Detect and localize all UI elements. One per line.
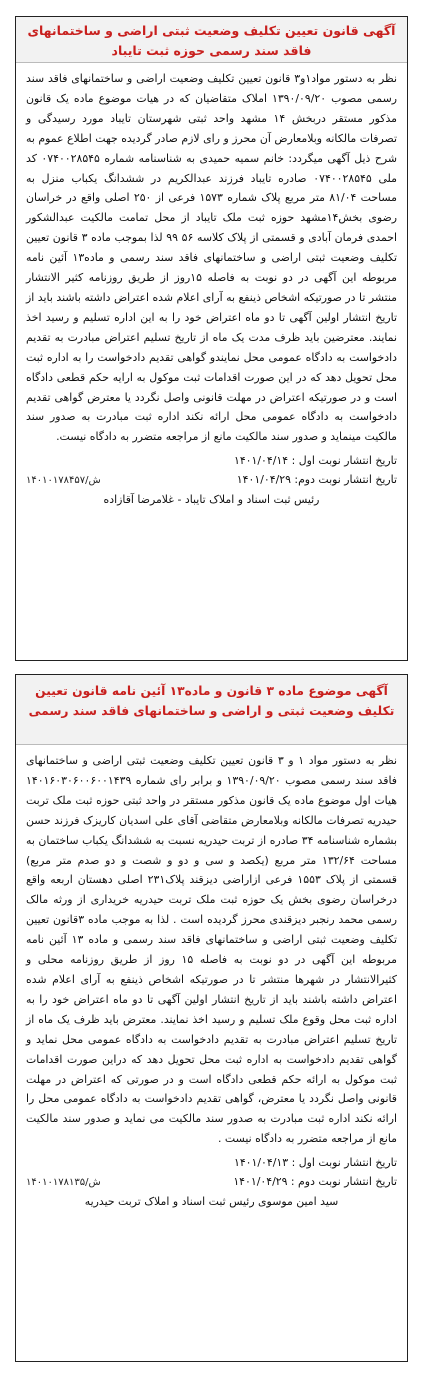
publish-date-second: تاریخ انتشار نوبت دوم: ۱۴۰۱/۰۴/۲۹ xyxy=(236,473,397,487)
notice-footer xyxy=(16,451,407,509)
reference-number: ۱۴۰۱۰۱۷۸۱۳۵/ش xyxy=(26,1177,101,1189)
publish-date-first: تاریخ انتشار نوبت اول : ۱۴۰۱/۰۴/۱۳ xyxy=(233,1156,397,1170)
notice-taybad xyxy=(15,16,408,661)
notice-body: نظر به دستور مواد ۱ و ۳ قانون تعیین تکلیف وضعیت ثبتی اراضی و ساختمانهای فاقد سند رسمی مصوب ۱۳۹۰/۰۹/۲۰ و برابر رای شماره ۱۴۰۱۶۰۳۰۶۰۰۶۰۰۱۴۳۹ هیات اول موضوع ماده یک قانون مذکور مستقر در واحد ثبتی حوزه ثبت ملک تربت حیدریه تصرفات مالکانه وبلامعارض متقاضی آقای علی اسدیان کاریزک فرزند حسن بشماره شناسنامه ۳۴ صادره از تربت حیدریه نسبت به ششدانگ یکباب ساختمان به مساحت ۱۳۲/۶۴ متر مربع (یکصد و سی و دو و شصت و دو صدم متر مربع) قسمتی از پلاک ۱۵۵۳ فرعی ازاراضی دیزقند پلاک۲۳۱ اصلی دهستان اربعه واقع درخراسان رضوی بخش یک حوزه ثبت ملک تربت حیدریه خریداری از ورثه مالک رسمی محمد رنجبر دیزقندی محرز گردیده است . لذا به موجب ماده ۳قانون تعیین تکلیف وضعیت ثبتی اراضی و ساختمانهای فاقد سند رسمی و ماده ۱۳ آئین نامه مربوطه این آگهی در دو نوبت به فاصله ۱۵ روز از طریق روزنامه محلی و کثیرالانتشار در شهرها منتشر تا در صورتیکه اشخاص ذینفع به آرای اعلام شده اعتراض داشته باشند باید از تاریخ انتشار اولین آگهی تا دو ماه اعتراض خود را به اداره ثبت محل وقوع ملک تسلیم و رسید اخذ نمایند. معترض باید ظرف یک ماه از تاریخ تسلیم اعتراض مبادرت به تقدیم دادخواست به دادگاه عمومی محل نماید و گواهی تقدیم دادخواست به اداره ثبت محل تحویل دهد که دراین صورت اقدامات ثبت موکول به ارائه حکم قطعی دادگاه است و در صورتی که اعتراض در مهلت قانونی واصل نگردد یا معترض، گواهی تقدیم دادخواست به دادگاه عمومی محل را ارائه نکند اداره ثبت مبادرت به صدور سند مالکیت می نماید و صدور سند مالکیت مانع از مراجعه متضرر به دادگاه نیست . xyxy=(26,754,398,1146)
notice-body: نظر به دستور مواد۱و۳ قانون تعیین تکلیف وضعیت اراضی و ساختمانهای فاقد سند رسمی مصوب ۱۳۹۰/۰۹/۲۰ املاک متقاضیان که در هیات موضوع ماده یک قانون مذکور مستقر دربخش ۱۴ مشهد واحد ثبتی شهرستان تایباد مورد رسیدگی و تصرفات مالکانه وبلامعارض آن محرز و رای لازم صادر گردیده جهت اطلاع عموم به شرح ذیل آگهی میگردد: خانم سمیه حمیدی به شناسنامه شماره ۰۷۴۰۰۲۸۵۴۵ کد ملی ۰۷۴۰۰۲۸۵۴۵ صادره تایباد فرزند عبدالکریم در ششدانگ یکباب منزل به مساحت ۸۱/۰۴ متر مربع پلاک شماره ۱۵۷۳ فرعی از ۲۵۰ اصلی واقع در خراسان رضوی بخش۱۴مشهد حوزه ثبت ملک تایباد از محل تمامت مالکیت عبدالشکور احمدی فرمان آبادی و قسمتی از پلاک کلاسه ۵۶ ۹۹ لذا بموجب ماده ۳ قانون تعیین تکلیف وضعیت ثبتی اراضی و ساختمانهای فاقد سند رسمی و ماده۱۳ آئین نامه مربوطه این آگهی در دو نوبت به فاصله ۱۵روز از طریق روزنامه کثیر الانتشار منتشر تا در صورتیکه اشخاص ذینفع به آرای اعلام شده اعتراض داشته باشند باید از تاریخ انتشار اولین آگهی تا دو ماه اعتراض خود را به این اداره تسلیم و رسید اخذ نمایند. معترضین باید ظرف مدت یک ماه از تاریخ تسلیم اعتراض مبادرت به تقدیم دادخواست به دادگاه عمومی محل نمایندو گواهی تقدیم دادخواست را به اداره ثبت محل تحویل دهد که در این صورت اقدامات ثبت موکول به ارایه حکم قطعی دادگاه است و در صورتیکه اعتراض در مهلت قانونی واصل نگردد یا معترض گواهی تقدیم دادخواست به دادگاه عمومی محل ارائه نکند اداره ثبت مبادرت به صدور سند مالکیت مینماید و صدور سند مالکیت مانع از مراجعه متضرر به دادگاه نیست. xyxy=(26,72,398,444)
notice-title: آگهی قانون تعیین تکلیف وضعیت ثبتی اراضی و ساختمانهای فاقد سند رسمی حوزه ثبت تایباد xyxy=(16,17,407,63)
signature: سید امین موسوی رئیس ثبت اسناد و املاک تربت حیدریه xyxy=(84,1195,339,1209)
notice-footer xyxy=(16,1153,407,1211)
reference-number: ۱۴۰۱۰۱۷۸۴۵۷/ش xyxy=(26,475,101,487)
notice-torbat-heydarieh xyxy=(15,674,408,1362)
publish-date-second: تاریخ انتشار نوبت دوم : ۱۴۰۱/۰۴/۲۹ xyxy=(233,1175,397,1189)
signature: رئیس ثبت اسناد و املاک تایباد - غلامرضا آقازاده xyxy=(103,493,320,507)
notice-title: آگهی موضوع ماده ۳ قانون و ماده۱۳ آئین نامه قانون تعیین تکلیف وضعیت ثبتی و اراضی و ساختمانهای فاقد سند رسمی xyxy=(16,675,407,745)
publish-date-first: تاریخ انتشار نوبت اول : ۱۴۰۱/۰۴/۱۴ xyxy=(233,454,397,468)
